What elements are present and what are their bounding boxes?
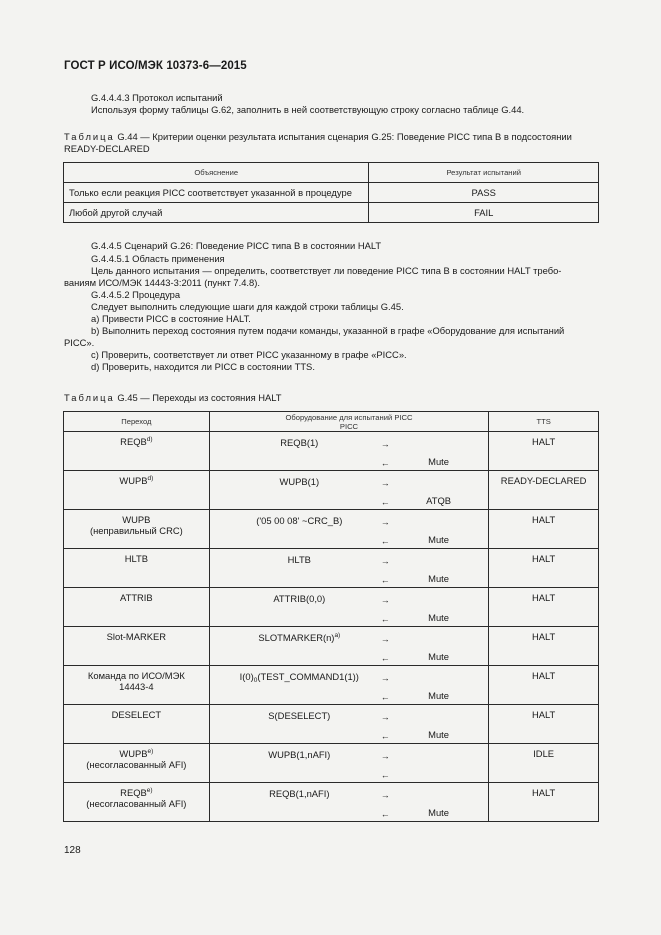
- arrow-right-icon: →: [380, 751, 390, 761]
- page-number: 128: [64, 845, 81, 856]
- cell-result: FAIL: [369, 203, 599, 223]
- table-row: [64, 705, 599, 744]
- cell-picc-response: [389, 510, 489, 549]
- cell-picc-response: [389, 705, 489, 744]
- table-row: [64, 510, 599, 549]
- transition-name: WUPB: [119, 748, 148, 759]
- transition-name: ATTRIB: [120, 592, 153, 603]
- arrow-left-icon: ←: [380, 770, 390, 780]
- cell-transition: [64, 627, 210, 666]
- col-header-transition: Переход: [64, 412, 210, 432]
- cell-equipment: [209, 627, 389, 666]
- scope-heading: G.4.4.5.1 Область применения: [91, 253, 225, 264]
- arrow-right-icon: →: [380, 478, 390, 488]
- transition-footnote: e): [147, 748, 154, 755]
- transition-note: (несогласованный AFI): [86, 759, 187, 770]
- transition-note: (неправильный CRC): [89, 525, 183, 536]
- transition-name: DESELECT: [111, 709, 162, 720]
- cell-picc-response: [389, 588, 489, 627]
- transition-name: HLTB: [124, 553, 148, 564]
- cell-tts: HALT: [489, 627, 599, 666]
- cell-picc-response: [389, 627, 489, 666]
- col-header-equipment-label: Оборудование для испытаний PICC: [285, 412, 413, 422]
- picc-response: Mute: [428, 729, 449, 740]
- col-header-result: Результат испытаний: [369, 163, 599, 183]
- transition-footnote: d): [146, 436, 153, 443]
- equipment-command: ATTRIB(0,0): [273, 593, 326, 604]
- cell-explanation: Только если реакция PICC соответствует указанной в процедуре: [64, 183, 369, 203]
- step-c: c) Проверить, соответствует ли ответ PICC указанному в графе «PICC».: [91, 349, 407, 360]
- arrow-left-icon: ←: [380, 731, 390, 741]
- cell-picc-response: [389, 549, 489, 588]
- transition-name: Slot-MARKER: [106, 631, 167, 642]
- equipment-command: WUPB(1): [279, 476, 320, 487]
- protocol-text: Используя форму таблицы G.62, заполнить в ней соответствующую строку согласно таблице G.44.: [91, 104, 525, 115]
- cell-transition: [64, 744, 210, 783]
- picc-response: Mute: [428, 807, 449, 818]
- equipment-command: $I(0)_0(TEST\_COMMAND1(1))$: [239, 671, 359, 684]
- transition-name: WUPB: [122, 514, 151, 525]
- col-header-equipment: [209, 412, 489, 432]
- arrow-left-icon: ←: [380, 497, 390, 507]
- picc-response: ATQB: [426, 495, 451, 506]
- arrow-left-icon: ←: [380, 614, 390, 624]
- cell-picc-response: [389, 471, 489, 510]
- cell-transition: [64, 783, 210, 822]
- transition-footnote: d): [147, 475, 154, 482]
- table44-caption: [64, 131, 572, 155]
- step-a: a) Привести PICC в состояние HALT.: [91, 313, 251, 324]
- cell-equipment: [209, 705, 389, 744]
- cell-transition: [64, 666, 210, 705]
- cell-tts: IDLE: [489, 744, 599, 783]
- table44-caption-label: Таблица: [64, 131, 115, 142]
- document-header: ГОСТ Р ИСО/МЭК 10373-6—2015: [64, 60, 247, 72]
- equipment-command: HLTB: [287, 554, 311, 565]
- arrow-right-icon: →: [380, 517, 390, 527]
- cell-transition: [64, 588, 210, 627]
- table-row: [64, 549, 599, 588]
- arrow-right-icon: →: [380, 712, 390, 722]
- cell-transition: [64, 471, 210, 510]
- table44-caption-text: G.44 — Критерии оценки результата испытания сценария G.25: Поведение PICC типа B в подсостоянии: [114, 131, 572, 142]
- col-header-explanation: Объяснение: [64, 163, 369, 183]
- picc-response: Mute: [428, 456, 449, 467]
- picc-response: Mute: [428, 612, 449, 623]
- cell-transition: [64, 549, 210, 588]
- purpose-line2: ваниям ИСО/МЭК 14443-3:2011 (пункт 7.4.8).: [64, 277, 260, 288]
- table45-caption-label: Таблица: [64, 392, 115, 403]
- cell-equipment: [209, 744, 389, 783]
- table44-caption-line2: READY-DECLARED: [64, 143, 150, 154]
- cell-picc-response: [389, 744, 489, 783]
- table45-caption: [64, 392, 282, 404]
- cell-tts: HALT: [489, 588, 599, 627]
- table45-caption-text: G.45 — Переходы из состояния HALT: [114, 392, 282, 403]
- cell-equipment: [209, 783, 389, 822]
- cell-equipment: [209, 510, 389, 549]
- table-row: [64, 203, 599, 223]
- arrow-left-icon: ←: [380, 458, 390, 468]
- cell-equipment: [209, 666, 389, 705]
- cell-tts: HALT: [489, 549, 599, 588]
- step-b-line2: PICC».: [64, 337, 95, 348]
- col-header-picc: PICC: [339, 421, 359, 431]
- arrow-right-icon: →: [380, 439, 390, 449]
- transition-name: REQB: [120, 787, 147, 798]
- arrow-left-icon: ←: [380, 653, 390, 663]
- table-g45: [63, 411, 599, 822]
- scenario-heading: G.4.4.5 Сценарий G.26: Поведение PICC типа B в состоянии HALT: [91, 240, 382, 251]
- table-row: [64, 744, 599, 783]
- cell-result: PASS: [369, 183, 599, 203]
- transition-footnote: e): [146, 787, 153, 794]
- table-row: [64, 432, 599, 471]
- table-row: [64, 666, 599, 705]
- cell-picc-response: [389, 432, 489, 471]
- transition-note: 14443-4: [119, 681, 154, 692]
- arrow-right-icon: →: [380, 556, 390, 566]
- protocol-heading: G.4.4.4.3 Протокол испытаний: [91, 92, 223, 103]
- cell-explanation: Любой другой случай: [64, 203, 369, 223]
- cell-transition: [64, 510, 210, 549]
- cell-tts: HALT: [489, 666, 599, 705]
- arrow-right-icon: →: [380, 634, 390, 644]
- table-row: [64, 471, 599, 510]
- table-row: [64, 588, 599, 627]
- equipment-command: S(DESELECT): [268, 710, 331, 721]
- picc-response: Mute: [428, 534, 449, 545]
- equipment-command: $SLOTMARKER(n)^{a)}$: [258, 632, 341, 643]
- equipment-command: WUPB(1,nAFI): [268, 749, 331, 760]
- arrow-right-icon: →: [380, 790, 390, 800]
- arrow-left-icon: ←: [380, 809, 390, 819]
- cell-tts: HALT: [489, 705, 599, 744]
- step-d: d) Проверить, находится ли PICC в состоянии TTS.: [91, 361, 315, 372]
- cell-picc-response: [389, 666, 489, 705]
- equipment-command: REQB(1): [280, 437, 319, 448]
- table-row: [64, 783, 599, 822]
- arrow-left-icon: ←: [380, 536, 390, 546]
- arrow-right-icon: →: [380, 595, 390, 605]
- picc-response: Mute: [428, 573, 449, 584]
- transition-name: WUPB: [119, 475, 148, 486]
- cell-tts: HALT: [489, 432, 599, 471]
- purpose-line1: Цель данного испытания — определить, соответствует ли поведение PICC типа B в состоянии HALT требо-: [91, 265, 562, 276]
- cell-tts: HALT: [489, 510, 599, 549]
- arrow-right-icon: →: [380, 673, 390, 683]
- steps-intro: Следует выполнить следующие шаги для каждой строки таблицы G.45.: [91, 301, 404, 312]
- cell-transition: [64, 432, 210, 471]
- table-g44: [63, 162, 599, 223]
- table-row: [64, 183, 599, 203]
- procedure-heading: G.4.4.5.2 Процедура: [91, 289, 181, 300]
- equipment-command: ('05 00 08' ~CRC_B): [256, 515, 343, 526]
- picc-response: Mute: [428, 651, 449, 662]
- cell-equipment: [209, 549, 389, 588]
- cell-equipment: [209, 432, 389, 471]
- cell-transition: [64, 705, 210, 744]
- col-header-tts: TTS: [489, 412, 599, 432]
- table-header-row: [64, 163, 599, 183]
- cell-picc-response: [389, 783, 489, 822]
- arrow-left-icon: ←: [380, 692, 390, 702]
- cell-tts: HALT: [489, 783, 599, 822]
- transition-name: Команда по ИСО/МЭК: [87, 670, 185, 681]
- cell-equipment: [209, 588, 389, 627]
- cell-equipment: [209, 471, 389, 510]
- picc-response: Mute: [428, 690, 449, 701]
- cell-tts: READY-DECLARED: [489, 471, 599, 510]
- step-b-line1: b) Выполнить переход состояния путем подачи команды, указанной в графе «Оборудование для испытаний: [91, 325, 565, 336]
- arrow-left-icon: ←: [380, 575, 390, 585]
- transition-note: (несогласованный AFI): [86, 798, 187, 809]
- table-row: [64, 627, 599, 666]
- equipment-command: REQB(1,nAFI): [269, 788, 330, 799]
- transition-name: REQB: [120, 436, 147, 447]
- table-header-row: [64, 412, 599, 432]
